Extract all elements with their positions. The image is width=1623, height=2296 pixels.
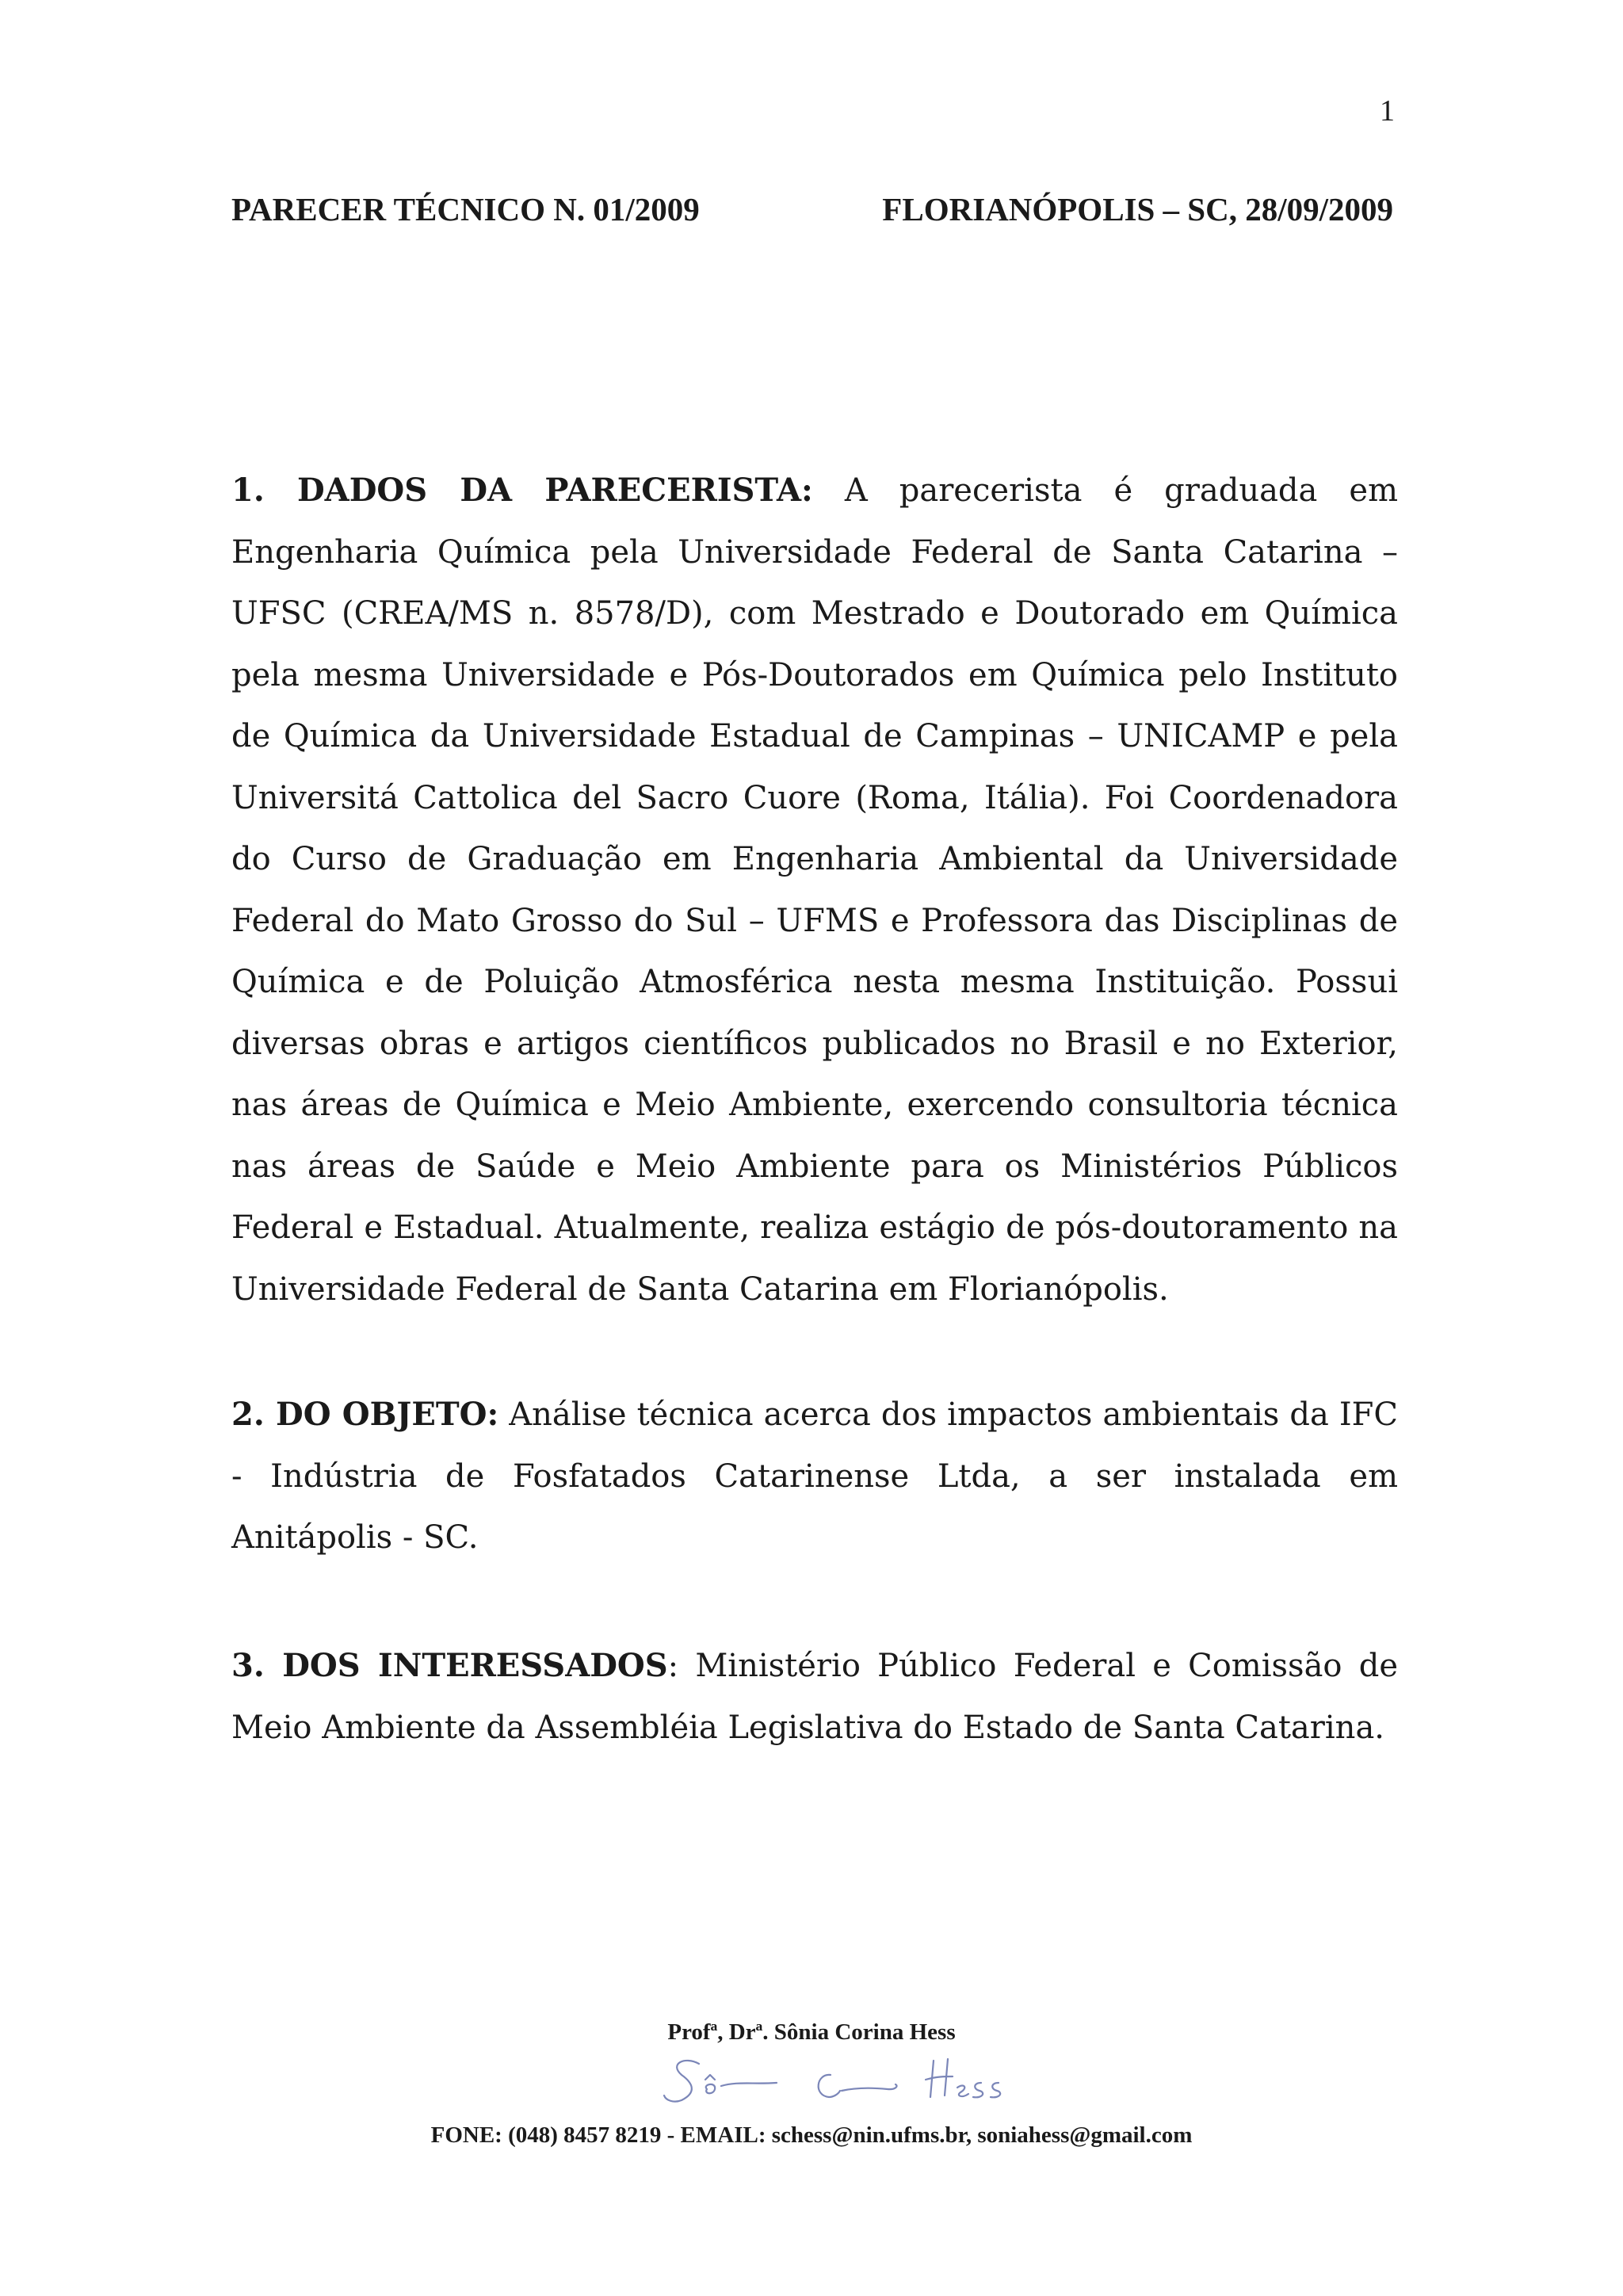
handwritten-signature [658,2053,1006,2115]
contact-info: FONE: (048) 8457 8219 - EMAIL: schess@nin.ufms.br, soniahess@gmail.com [430,2122,1193,2148]
signatory-name: Profª, Drª. Sônia Corina Hess [667,2019,956,2045]
place-and-date: FLORIANÓPOLIS – SC, 28/09/2009 [882,191,1393,227]
section-parecerista [231,460,1398,1320]
page-number: 1 [1380,94,1395,128]
section-body: Análise técnica acerca dos impactos ambientais da IFC - Indústria de Fosfatados Catarinense Ltda, a ser instalada em Anitápolis - SC. [231,1396,1398,1556]
section-body: A parecerista é graduada em Engenharia Química pela Universidade Federal de Santa Catarina – UFSC (CREA/MS n. 8578/D), com Mestrado e Doutorado em Química pela mesma Universidade e Pós-Doutorados em Química pelo Instituto de Química da Universidade Estadual de Campinas – UNICAMP e pela Universitá Cattolica del Sacro Cuore (Roma, Itália). Foi Coordenadora do Curso de Graduação em Engenharia Ambiental da Universidade Federal do Mato Grosso do Sul – UFMS e Professora das Disciplinas de Química e de Poluição Atmosférica nesta mesma Instituição. Possui diversas obras e artigos científicos publicados no Brasil e no Exterior, nas áreas de Química e Meio Ambiente, exercendo consultoria técnica nas áreas de Saúde e Meio Ambiente para os Ministérios Públicos Federal e Estadual. Atualmente, realiza estágio de pós-doutoramento na Universidade Federal de Santa Catarina em Florianópolis. [231,472,1398,1308]
section-heading: 2. DO OBJETO: [231,1396,499,1433]
report-number: PARECER TÉCNICO N. 01/2009 [231,191,700,227]
section-heading: 1. DADOS DA PARECERISTA: [231,472,813,509]
document-header [231,190,1393,228]
section-heading: 3. DOS INTERESSADOS [231,1647,668,1684]
section-objeto [231,1384,1398,1569]
section-interessados [231,1635,1398,1759]
section-body: : Ministério Público Federal e Comissão de Meio Ambiente da Assembléia Legislativa do Estado de Santa Catarina. [231,1648,1399,1746]
